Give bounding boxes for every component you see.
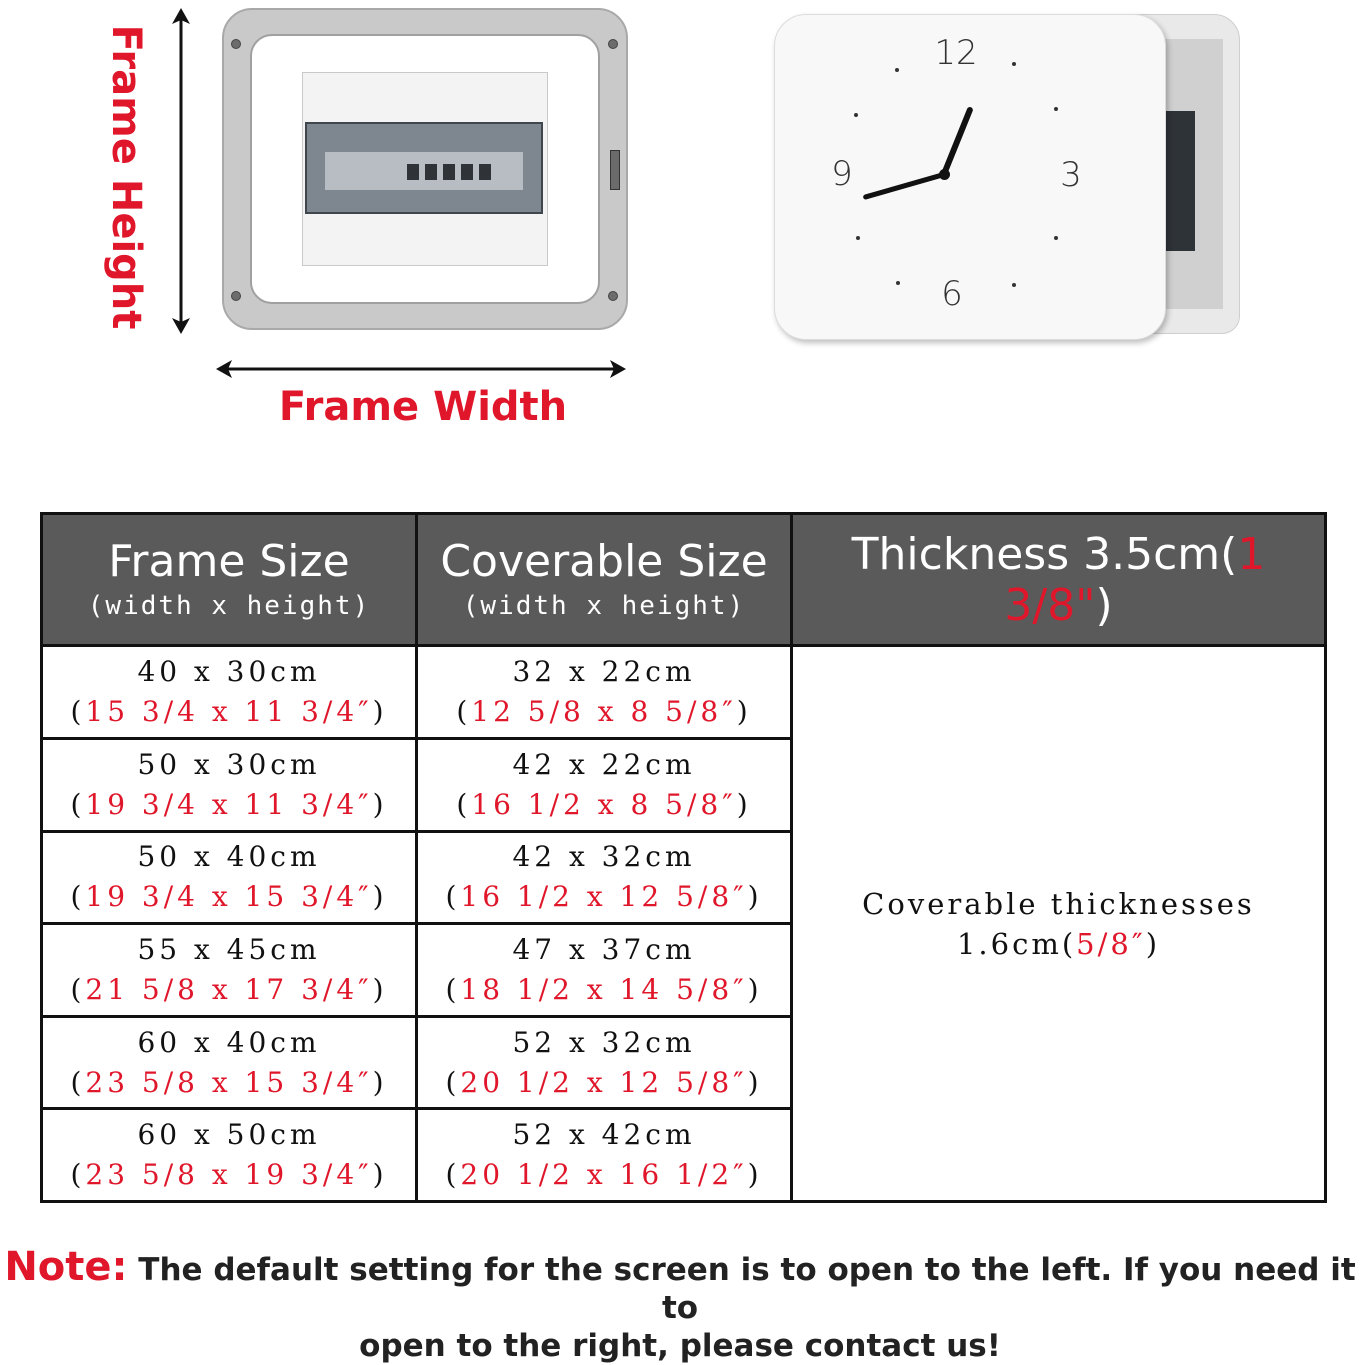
coverable-size-cell: 52 x 42cm (20 1/2 x 16 1/2″): [417, 1109, 792, 1202]
frame-height-label: Frame Height: [103, 24, 149, 330]
clock-number-6: 6: [941, 274, 963, 314]
clock-tick: [1054, 236, 1058, 240]
thickness-cell: Coverable thicknesses 1.6cm(5/8″): [792, 646, 1326, 1202]
coverable-size-cell: 47 x 37cm (18 1/2 x 14 5/8″): [417, 924, 792, 1017]
clock-tick: [1012, 283, 1016, 287]
clock-tick: [856, 236, 860, 240]
clock-number-3: 3: [1060, 155, 1082, 195]
clock-number-9: 9: [831, 154, 853, 194]
frame-size-cell: 60 x 40cm (23 5/8 x 15 3/4″): [42, 1016, 417, 1109]
table-header-row: [42, 514, 1326, 646]
coverable-size-cell: 32 x 22cm (12 5/8 x 8 5/8″): [417, 646, 792, 739]
breaker-panel-icon: [305, 122, 543, 214]
coverable-size-cell: 42 x 32cm (16 1/2 x 12 5/8″): [417, 831, 792, 924]
frame-size-cell: 50 x 40cm (19 3/4 x 15 3/4″): [42, 831, 417, 924]
coverable-size-cell: 52 x 32cm (20 1/2 x 12 5/8″): [417, 1016, 792, 1109]
frame-size-cell: 60 x 50cm (23 5/8 x 19 3/4″): [42, 1109, 417, 1202]
clock-tick: [854, 113, 858, 117]
coverable-size-cell: 42 x 22cm (16 1/2 x 8 5/8″): [417, 738, 792, 831]
table-row: [42, 646, 1326, 739]
clock-center-icon: [939, 169, 950, 180]
clock-tick: [1012, 62, 1016, 66]
header-coverable-size: Coverable Size (width x height): [417, 514, 792, 646]
clock-tick: [1054, 107, 1058, 111]
screw-icon: [231, 291, 241, 301]
width-arrow-icon: [216, 356, 626, 382]
frame-size-cell: 50 x 30cm (19 3/4 x 11 3/4″): [42, 738, 417, 831]
note-label: Note:: [4, 1244, 128, 1290]
latch-icon: [610, 150, 620, 190]
header-frame-size: Frame Size (width x height): [42, 514, 417, 646]
clock-tick: [896, 281, 900, 285]
height-arrow-icon: [168, 8, 194, 334]
frame-size-cell: 40 x 30cm (15 3/4 x 11 3/4″): [42, 646, 417, 739]
frame-width-label: Frame Width: [278, 384, 568, 430]
frame-size-cell: 55 x 45cm (21 5/8 x 17 3/4″): [42, 924, 417, 1017]
size-table: [40, 512, 1327, 1203]
screw-icon: [608, 291, 618, 301]
clock-tick: [895, 68, 899, 72]
note-line-1: The default setting for the screen is to open to the left. If you need it to: [127, 1252, 1356, 1326]
note-text: [0, 1244, 1360, 1365]
screw-icon: [231, 39, 241, 49]
screw-icon: [608, 39, 618, 49]
note-line-2: open to the right, please contact us!: [359, 1328, 1001, 1364]
header-thickness: Thickness 3.5cm(1 3/8"): [792, 514, 1326, 646]
clock-number-12: 12: [934, 33, 978, 73]
